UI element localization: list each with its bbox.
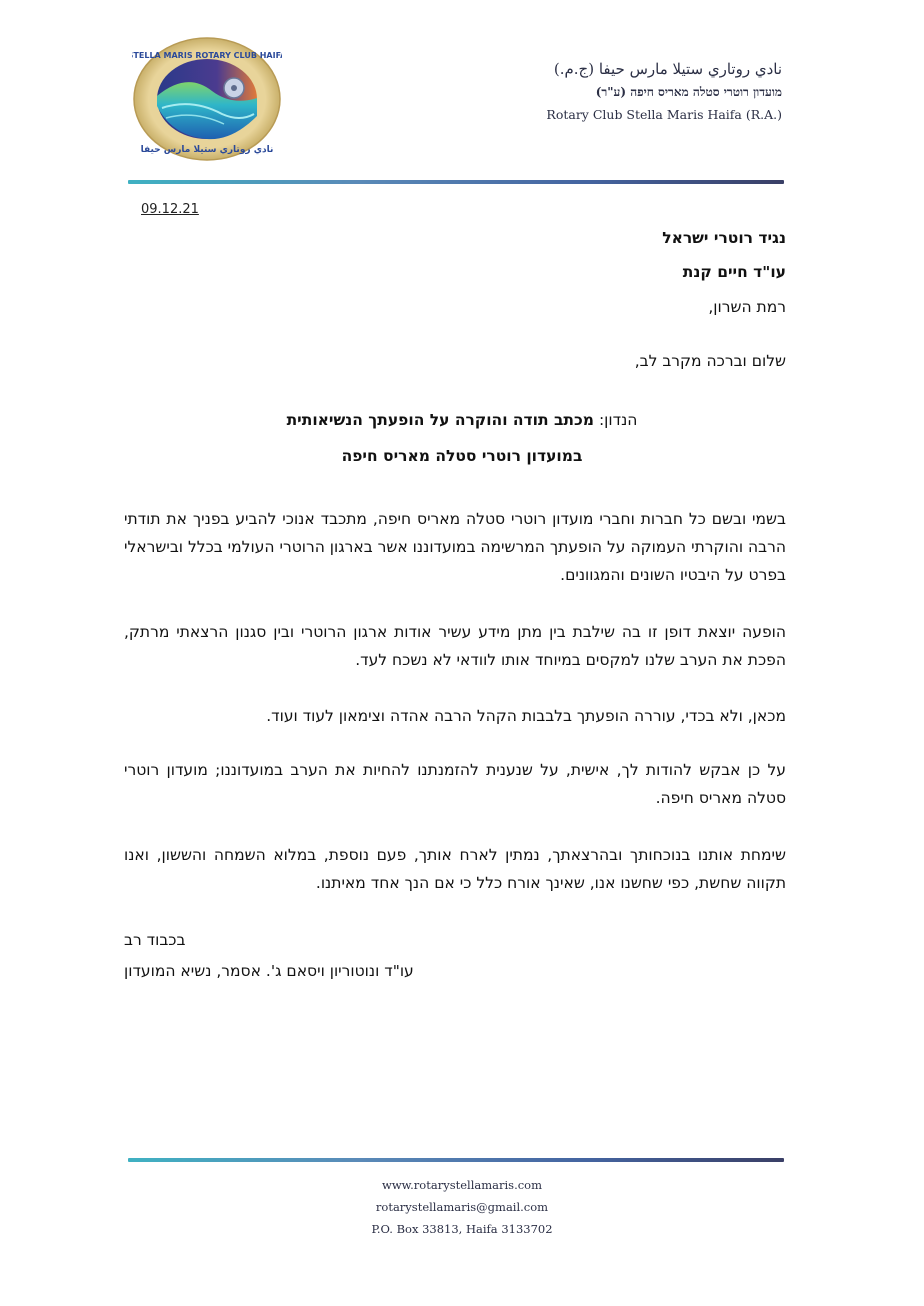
recipient-city: רמת השרון, <box>708 298 786 316</box>
club-name-hebrew: מועדון רוטרי סטלה מאריס חיפה (ע"ר) <box>595 85 782 99</box>
club-name-arabic: نادي روتاري ستيلا مارس حيفا (ج.م.) <box>553 60 782 78</box>
body-paragraph-4: על כן אבקש להודות לך, אישית, על שנענית להזמנתנו להחיות את הערב במועדוננו; מועדון רוטרי סטלה מאריס חיפה. <box>124 761 786 807</box>
letter-date: 09.12.21 <box>141 202 199 217</box>
subject-line-1 <box>0 411 924 429</box>
logo-top-text: STELLA MARIS ROTARY CLUB HAIFA <box>132 51 282 60</box>
signature: עו"ד ונוטוריון ויסאם ג'. אסמר, נשיא המועדון <box>124 962 414 980</box>
body-paragraph-3: מכאן, ולא בכדי, עוררה הופעתך בלבבות הקהל הרבה אהדה וצימאון לעוד ועוד. <box>266 707 786 725</box>
greeting: שלום וברכה מקרב לב, <box>634 352 786 370</box>
footer-divider <box>128 1158 784 1162</box>
closing: בכבוד רב <box>124 931 186 949</box>
footer-website[interactable]: www.rotarystellamaris.com <box>381 1178 543 1192</box>
recipient-title: נגיד רוטרי ישראל <box>662 229 786 247</box>
body-paragraph-1: בשמי ובשם כל חברות וחברי מועדון רוטרי סטלה מאריס חיפה, מתכבד אנוכי להביע בפניך את תודתי הרבה והוקרתי העמוקה על הופעתך המרשימה במועדוננו אשר בארגון הרוטרי העולמי בכלל ובישראלי בפרט על היבטיו השונים והמגוונים. <box>124 510 786 584</box>
recipient-name: עו"ד חיים קנת <box>682 263 786 281</box>
club-name-english: Rotary Club Stella Maris Haifa (R.A.) <box>546 107 782 122</box>
footer-email[interactable]: rotarystellamaris@gmail.com <box>375 1200 549 1214</box>
logo-bottom-text: نادي روتاري ستيلا مارس حيفا <box>140 145 274 155</box>
header-divider <box>128 180 784 184</box>
footer-address: P.O. Box 33813, Haifa 3133702 <box>371 1222 553 1236</box>
club-logo <box>132 36 282 162</box>
footer-contact <box>0 1174 924 1240</box>
body-paragraph-5: שימחת אותנו בנוכחותך ובהרצאתך, נמתין לארח אותך, פעם נוספת, במלוא השמחה והששון, ואנו תקווה שחשת, כפי שחשנו אנו, שאינך אורח כלל כי אם הנך אחד מאיתנו. <box>124 846 786 892</box>
subject-text: מכתב תודה והוקרה על הופעתך הנשיאותית <box>286 411 595 429</box>
subject-line-2: במועדון רוטרי סטלה מאריס חיפה <box>341 447 583 465</box>
letterhead-titles <box>546 58 782 126</box>
body-paragraph-2: הופעה יוצאת דופן זו בה שילבת בין מתן מידע עשיר אודות ארגון הרוטרי ובין סגנון הרצאתי מרתק, הפכת את הערב שלנו למקסים במיוחד אותו לוודאי לא נשכח לעד. <box>124 623 786 669</box>
subject-prefix: הנדון: <box>594 411 638 429</box>
signature-wrap <box>124 962 784 980</box>
closing-wrap <box>124 931 784 949</box>
